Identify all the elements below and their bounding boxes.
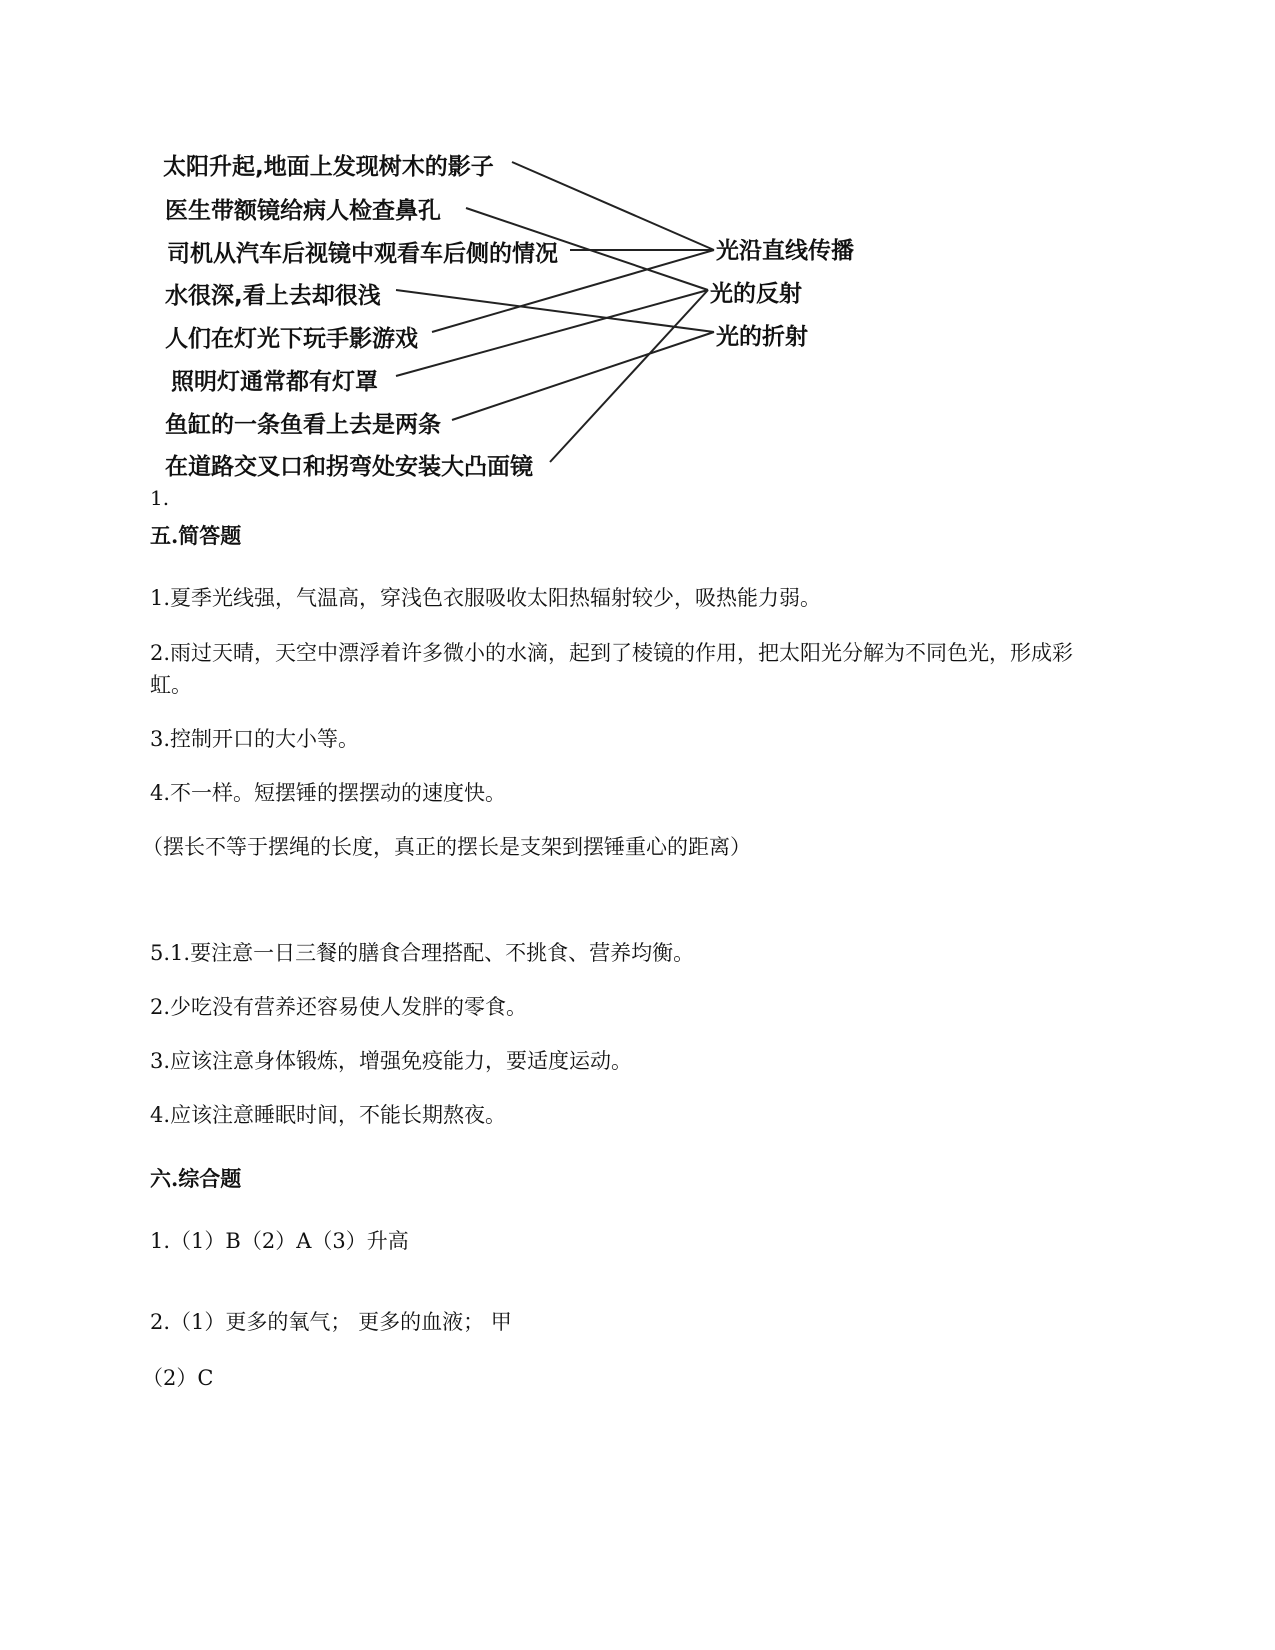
section5-item-2: 2.雨过天晴，天空中漂浮着许多微小的水滴，起到了棱镜的作用，把太阳光分解为不同色光，形成彩虹。 — [150, 641, 1074, 697]
section6-item-3: （2）C — [142, 1366, 214, 1390]
match-right-item-1: 光沿直线传播 — [716, 238, 854, 264]
section6-item-2: 2.（1）更多的氧气； 更多的血液； 甲 — [150, 1310, 512, 1334]
section5-item-7: 3.应该注意身体锻炼，增强免疫能力，要适度运动。 — [150, 1049, 633, 1073]
section6-heading: 六.综合题 — [150, 1166, 242, 1191]
match-left-item-1: 太阳升起,地面上发现树木的影子 — [163, 154, 494, 180]
section5-item-4-note: （摆长不等于摆绳的长度，真正的摆长是支架到摆锤重心的距离） — [142, 835, 751, 859]
match-left-item-5: 人们在灯光下玩手影游戏 — [165, 326, 418, 352]
section5-item-6: 2.少吃没有营养还容易使人发胖的零食。 — [150, 995, 528, 1019]
section5-item-8: 4.应该注意睡眠时间，不能长期熬夜。 — [150, 1103, 507, 1127]
match-left-item-3: 司机从汽车后视镜中观看车后侧的情况 — [167, 241, 558, 267]
match-left-item-4: 水很深,看上去却很浅 — [165, 283, 381, 309]
section5-item-5: 5.1.要注意一日三餐的膳食合理搭配、不挑食、营养均衡。 — [150, 941, 695, 965]
match-left-item-7: 鱼缸的一条鱼看上去是两条 — [165, 412, 441, 438]
question-number: 1. — [150, 486, 170, 510]
match-right-item-2: 光的反射 — [710, 281, 802, 307]
section5-item-1: 1.夏季光线强，气温高，穿浅色衣服吸收太阳热辐射较少，吸热能力弱。 — [150, 586, 822, 610]
section6-item-1: 1.（1）B（2）A（3）升高 — [150, 1229, 409, 1253]
match-line-8 — [550, 290, 708, 462]
section5-item-3: 3.控制开口的大小等。 — [150, 727, 360, 751]
section5-heading: 五.简答题 — [150, 523, 242, 548]
match-left-item-2: 医生带额镜给病人检查鼻孔 — [165, 198, 441, 224]
matching-diagram — [160, 140, 920, 500]
match-line-7 — [452, 332, 714, 420]
match-right-item-3: 光的折射 — [716, 324, 808, 350]
match-left-item-8: 在道路交叉口和拐弯处安装大凸面镜 — [165, 454, 533, 480]
section5-item-4: 4.不一样。短摆锤的摆摆动的速度快。 — [150, 781, 507, 805]
match-left-item-6: 照明灯通常都有灯罩 — [171, 369, 378, 395]
match-line-6 — [396, 290, 708, 376]
